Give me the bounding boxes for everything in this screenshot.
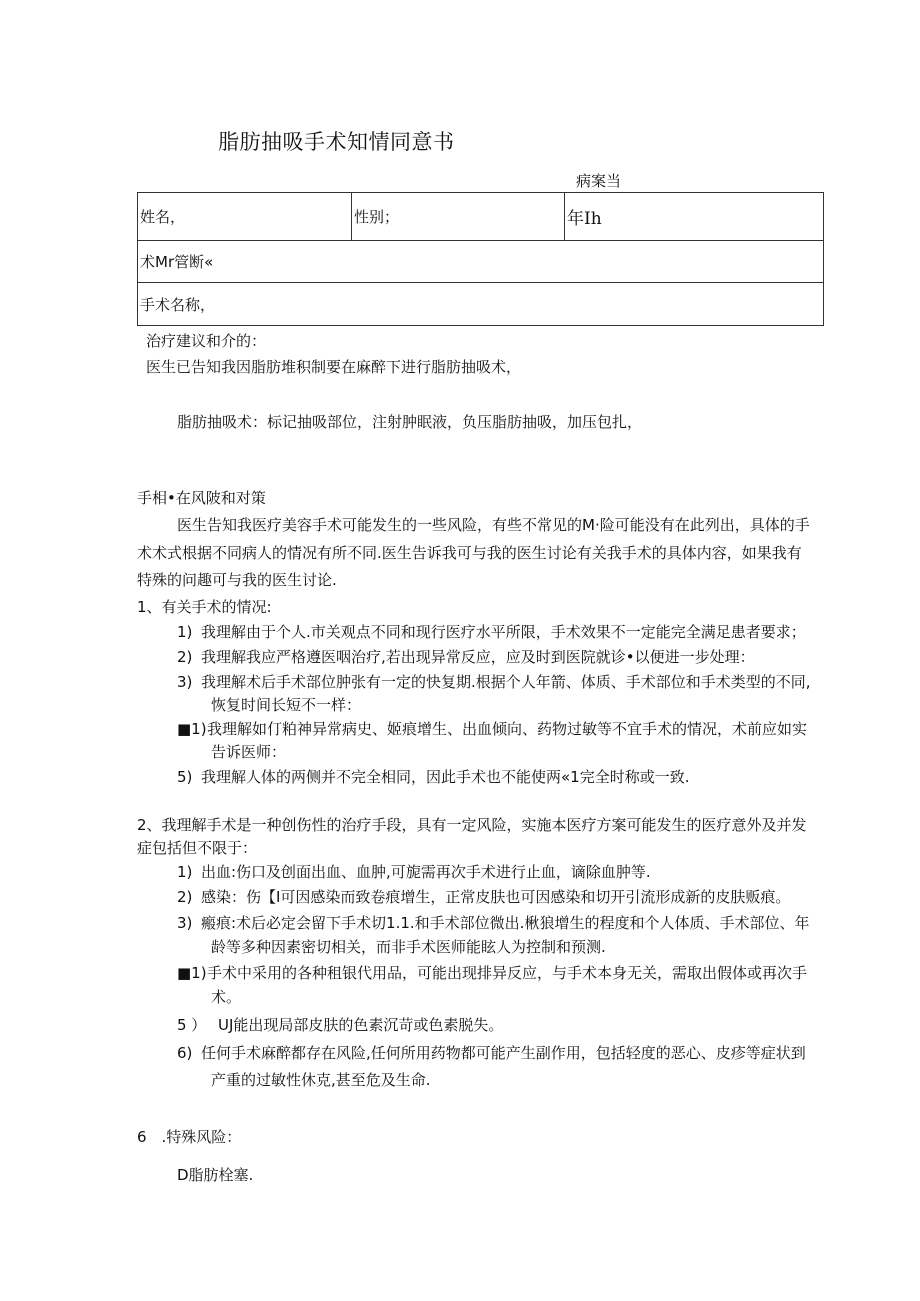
list-item-num: 1) [177, 863, 193, 881]
surgery-name-label: 手术名称， [140, 295, 216, 314]
list-item: 我理解如仃粕神异常病史、姬痕增生、出血倾向、药物过敏等不宜手术的情况，术前应如实 [207, 720, 808, 738]
risk-intro-line-2: 术术式根据不同病人的情况有所不同.医生告诉我可与我的医生讨论有关我手术的具体内容，如果我有 [137, 544, 802, 562]
name-field[interactable] [138, 193, 352, 241]
list-item-num: ■1) [177, 964, 207, 982]
section-3-item-1: D脂肪栓塞. [177, 1166, 254, 1184]
age-field[interactable] [565, 193, 824, 241]
list-item-continuation: 术。 [211, 988, 242, 1006]
list-item: 我理解人体的两侧并不完全相同，因此手术也不能使两«1完全时称或一致. [201, 768, 690, 786]
section-2-heading-line-2: 症包括但不限于： [137, 839, 258, 857]
list-item-num: 5 ） [177, 1016, 207, 1034]
risk-intro-line-1: 医生告知我医疗美容手术可能发生的一些风险，有些不常见的M·险可能没有在此列出，具体的手 [177, 516, 810, 534]
section-3-heading: 6 .特殊风险： [137, 1128, 242, 1146]
treatment-heading: 治疗建议和介的： [146, 332, 267, 350]
risk-heading: 手相•在风陂和对策 [137, 489, 266, 507]
list-item-continuation: 龄等多种因素密切相关，而非手术医师能眩人为控制和预测. [211, 938, 606, 956]
list-item: 我理解术后手术部位肿张有一定的快复期.根据个人年箭、体质、手术部位和手术类型的不同, [201, 673, 811, 691]
list-item-num: 5) [177, 768, 193, 786]
list-item-num: 2) [177, 888, 193, 906]
list-item-continuation: 恢复时间长短不一样： [211, 696, 362, 714]
list-item-continuation: 产重的过敏性休克,甚至危及生命. [211, 1071, 431, 1089]
surgery-name-field[interactable] [138, 283, 824, 326]
list-item: UJ能出现局部皮肤的色素沉苛或色素脱失。 [218, 1016, 504, 1034]
list-item-num: 1) [177, 623, 193, 641]
list-item-num: 3) [177, 673, 193, 691]
list-item: 我理解由于个人.市关观点不同和现行医疗水平所限，手术效果不一定能完全满足患者要求； [201, 623, 806, 641]
list-item-num: 6) [177, 1044, 193, 1062]
section-1-heading: 1、有关手术的情况: [137, 598, 272, 616]
diagnosis-field[interactable] [138, 241, 824, 283]
gender-label: 性别； [354, 208, 400, 226]
name-label: 姓名， [140, 208, 186, 226]
list-item: 感染：伤【I可因感染而致卷痕增生，正常皮肤也可因感染和切开引流形成新的皮肤贩痕。 [201, 888, 791, 906]
case-number-label: 病案当 [576, 172, 622, 190]
risk-intro-line-3: 特殊的问趣可与我的医生讨论. [137, 571, 337, 589]
list-item: 我理解我应严格遵医咽治疗,若出现异常反应，应及时到医院就诊•以便进一步处理： [201, 648, 755, 666]
list-item: 任何手术麻醉都存在风险,任何所用药物都可能产生副作用，包括轻度的恶心、皮疹等症状到 [201, 1044, 806, 1062]
document-title: 脂肪抽吸手术知情同意书 [218, 130, 455, 154]
list-item-num: 3) [177, 914, 193, 932]
list-item: 出血:伤口及创面出血、血肿,可旎需再次手术进行止血，谪除血肿等. [201, 863, 651, 881]
age-label: 年Ih [567, 209, 602, 229]
list-item: 手术中采用的各种租银代用品，可能出现排异反应，与手术本身无关，需取出假体或再次手 [207, 964, 808, 982]
list-item-num: ■1) [177, 720, 207, 738]
list-item-continuation: 告诉医师： [211, 743, 287, 761]
list-item: 瘢痕:术后必定会留下手术切1.1.和手术部位微出.楸狼增生的程度和个人体质、手术部位、年 [201, 914, 810, 932]
list-item-num: 2) [177, 648, 193, 666]
treatment-line-2: 脂肪抽吸术：标记抽吸部位，注射肿眠液，负压脂肪抽吸，加压包扎， [177, 413, 643, 431]
patient-info-table [137, 192, 824, 326]
section-2-heading-line-1: 2、我理解手术是一种创伤性的治疗手段，具有一定风险，实施本医疗方案可能发生的医疗意外及并发 [137, 816, 807, 834]
gender-field[interactable] [352, 193, 565, 241]
diagnosis-label: 术Mr管断« [140, 253, 214, 271]
treatment-line-1: 医生已告知我因脂肪堆积制要在麻醉下进行脂肪抽吸术， [146, 358, 522, 376]
